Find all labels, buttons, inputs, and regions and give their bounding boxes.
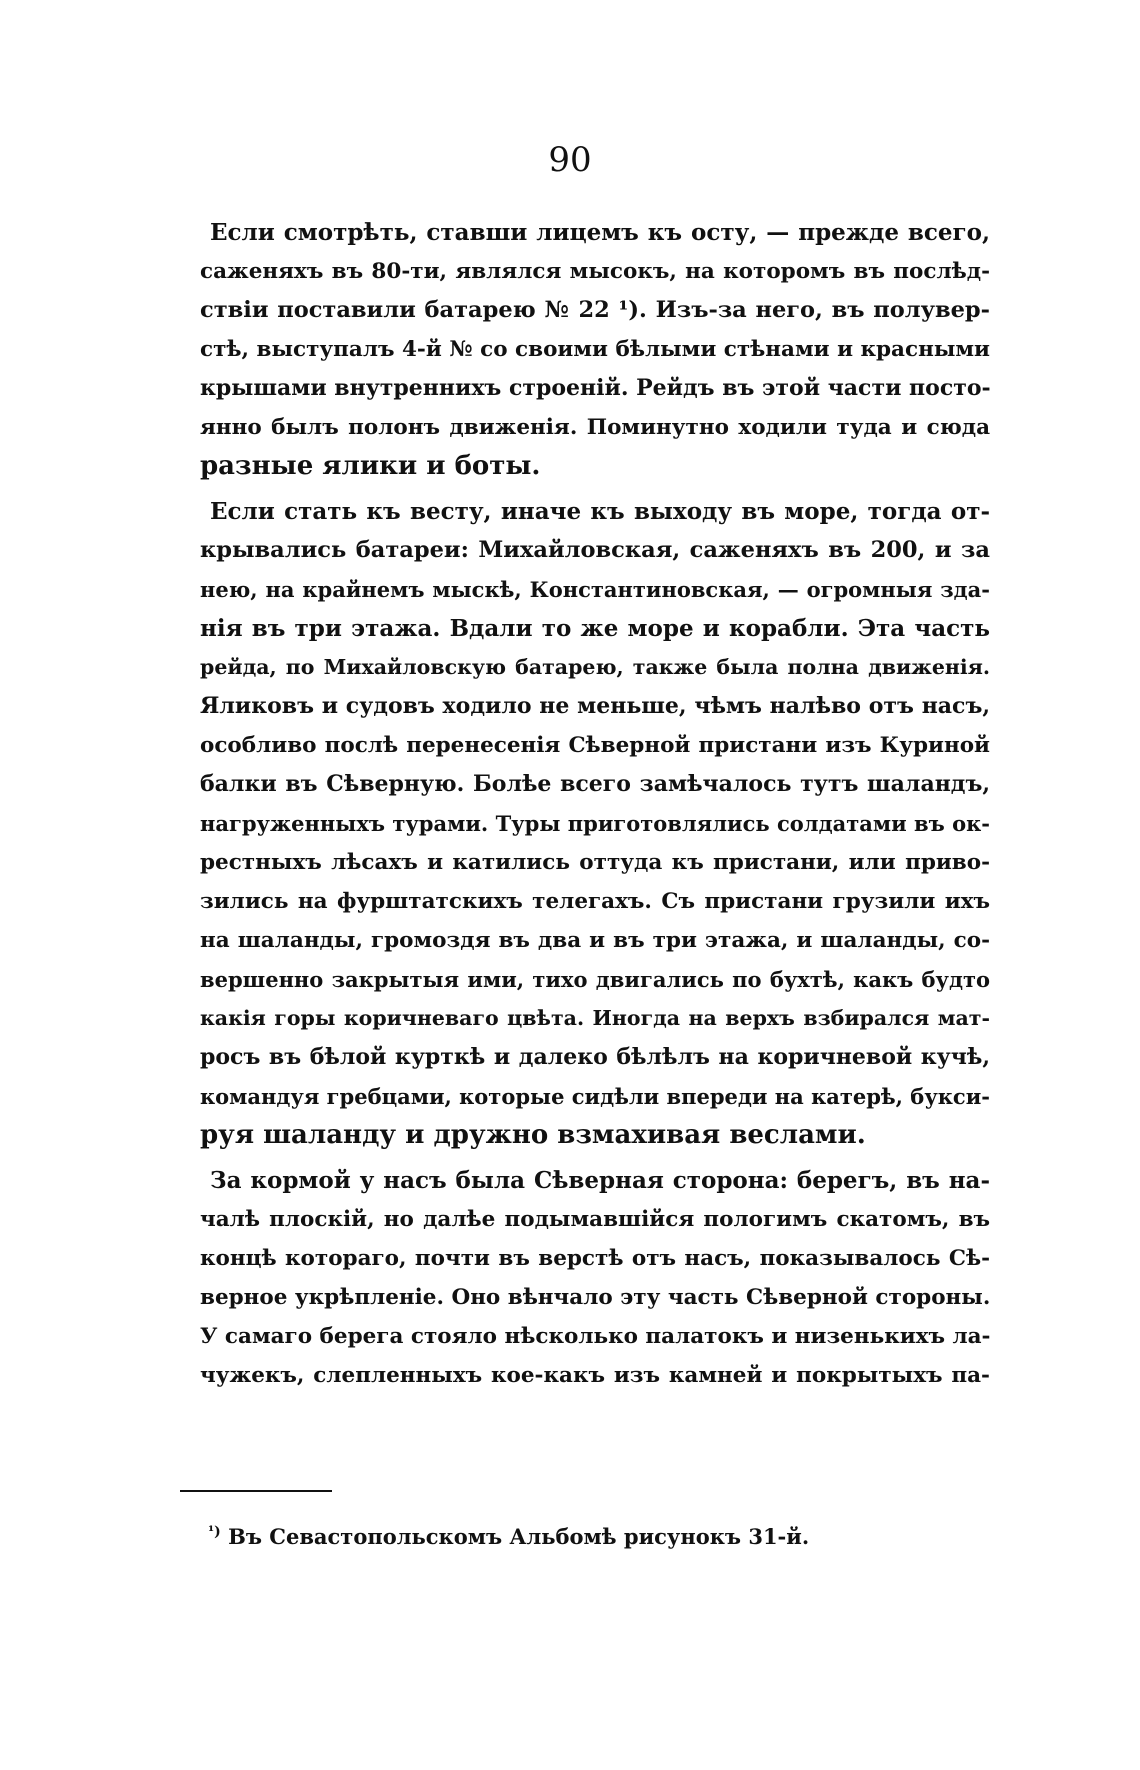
page-number: 90 <box>548 140 592 180</box>
text-line: Яликовъ и судовъ ходило не меньше, чѣмъ налѣво отъ насъ, <box>200 693 990 719</box>
text-line: командуя гребцами, которые сидѣли впереди на катерѣ, букси- <box>200 1084 991 1109</box>
text-line: У самаго берега стояло нѣсколько палатокъ и низенькихъ ла- <box>200 1324 991 1349</box>
text-line: балки въ Сѣверную. Болѣе всего замѣчалось тутъ шаландъ, <box>200 771 990 797</box>
text-line: ствіи поставили батарею № 22 ¹). Изъ-за него, въ полувер- <box>200 297 990 323</box>
text-line: вершенно закрытыя ими, тихо двигались по бухтѣ, какъ будто <box>200 967 990 992</box>
text-line: зились на фурштатскихъ телегахъ. Съ пристани грузили ихъ <box>200 889 990 914</box>
text-line: рестныхъ лѣсахъ и катились оттуда къ пристани, или приво- <box>200 850 990 875</box>
text-line: руя шаланду и дружно взмахивая веслами. <box>200 1120 866 1150</box>
text-line: разные ялики и боты. <box>200 451 541 481</box>
text-line: саженяхъ въ 80-ти, являлся мысокъ, на которомъ въ послѣд- <box>200 259 990 284</box>
paragraph <box>200 1161 990 1395</box>
footnote-divider <box>180 1490 332 1492</box>
text-line: нею, на крайнемъ мыскѣ, Константиновская, — огромныя зда- <box>200 577 990 602</box>
footnote-marker: ¹) <box>208 1524 221 1540</box>
body-text <box>200 213 990 1395</box>
text-line: Если смотрѣть, ставши лицемъ къ осту, — прежде всего, <box>210 219 990 246</box>
text-line: стѣ, выступалъ 4-й № со своими бѣлыми стѣнами и красными <box>200 337 990 362</box>
footnote <box>208 1517 809 1552</box>
text-line: рейда, по Михайловскую батарею, также была полна движенія. <box>200 655 990 679</box>
text-line: чалѣ плоскій, но далѣе подымавшійся пологимъ скатомъ, въ <box>200 1207 990 1232</box>
text-line: чужекъ, слепленныхъ кое-какъ изъ камней и покрытыхъ па- <box>200 1363 990 1388</box>
text-line: Если стать къ весту, иначе къ выходу въ море, тогда от- <box>210 498 990 525</box>
text-line: крывались батареи: Михайловская, саженяхъ въ 200, и за <box>200 537 990 563</box>
text-line: За кормой у насъ была Сѣверная сторона: берегъ, въ на- <box>210 1167 990 1194</box>
text-line: нагруженныхъ турами. Туры приготовлялись солдатами въ ок- <box>200 811 990 836</box>
text-line: верное укрѣпленіе. Оно вѣнчало эту часть Сѣверной стороны. <box>200 1285 991 1310</box>
text-line: нія въ три этажа. Вдали то же море и корабли. Эта часть <box>200 615 990 642</box>
paragraph <box>200 213 990 486</box>
text-line: на шаланды, громоздя въ два и въ три этажа, и шаланды, со- <box>200 928 990 953</box>
text-line: янно былъ полонъ движенія. Поминутно ходили туда и сюда <box>200 415 990 440</box>
text-line: концѣ котораго, почти въ верстѣ отъ насъ, показывалось Сѣ- <box>200 1246 990 1271</box>
text-line: крышами внутреннихъ строеній. Рейдъ въ этой части посто- <box>200 375 991 401</box>
text-line: особливо послѣ перенесенія Сѣверной пристани изъ Куриной <box>200 733 990 758</box>
footnote-text: Въ Севастопольскомъ Альбомѣ рисунокъ 31-й. <box>228 1524 810 1549</box>
text-line: какія горы коричневаго цвѣта. Иногда на верхъ взбирался мат- <box>200 1006 990 1030</box>
paragraph <box>200 492 990 1155</box>
text-line: росъ въ бѣлой курткѣ и далеко бѣлѣлъ на коричневой кучѣ, <box>200 1044 990 1070</box>
